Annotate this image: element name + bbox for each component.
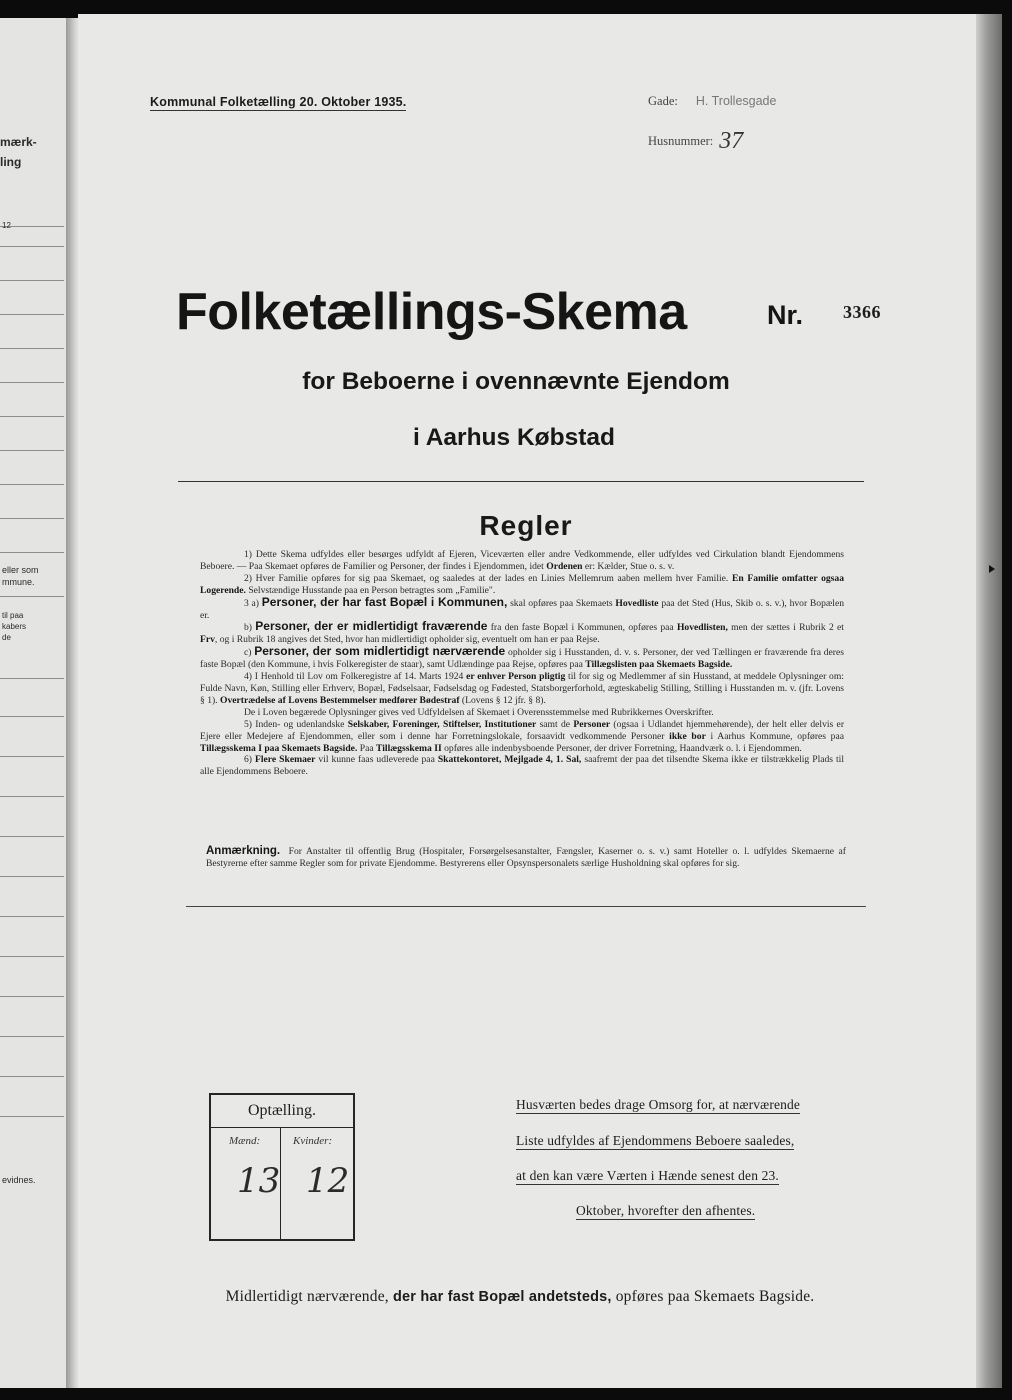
- count-box: [209, 1093, 355, 1241]
- left-rule: [0, 348, 64, 349]
- rule-3b: b) Personer, der er midlertidigt fraværende fra den faste Bopæl i Kommunen, opføres paa Hovedlisten, men der sættes i Rubrik 2 et Frv, og i Rubrik 18 angives det Sted, hvor han midlertidigt opholder sig, eventuelt om han er paa Rejse.: [200, 619, 844, 646]
- men-count: 13: [237, 1161, 281, 1201]
- left-fragment: mærk-: [0, 135, 37, 149]
- left-fragment: de: [2, 633, 11, 642]
- previous-page-strip: [0, 18, 68, 1388]
- left-rule: [0, 836, 64, 837]
- women-count: 12: [306, 1161, 350, 1201]
- left-rule: [0, 416, 64, 417]
- left-rule: [0, 1076, 64, 1077]
- left-rule: [0, 916, 64, 917]
- rule-4: 4) I Henhold til Lov om Folkeregistre af 14. Marts 1924 er enhver Person pligtig til for sig og Medlemmer af sin Husstand, at meddele Oplysninger om: Fulde Navn, Køn, Stilling eller Erhverv, Bopæl, Fødselsaar, Fødselsdag og Fødested, Statsborgerforhold, ægteskabelig Stilling, Stilling i Husstanden m. v. (jfr. Lovens § 1). Overtrædelse af Lovens Bestemmelser medfører Bødestraf (Lovens § 12 jfr. § 8).: [200, 671, 844, 706]
- form-number: 3366: [843, 302, 881, 322]
- left-rule: [0, 484, 64, 485]
- instruction-line: Oktober, hvorefter den afhentes.: [576, 1203, 756, 1218]
- form-subtitle: for Beboerne i ovennævnte Ejendom: [302, 368, 730, 395]
- census-label: Kommunal Folketælling 20. Oktober 1935.: [150, 95, 407, 109]
- page-edge: [976, 14, 1002, 1388]
- left-rule: [0, 716, 64, 717]
- remark: [206, 845, 846, 870]
- divider: [178, 481, 864, 482]
- street-row: [648, 94, 776, 109]
- instruction-line: Husværten bedes drage Omsorg for, at nærværende: [516, 1097, 801, 1112]
- left-rule: [0, 756, 64, 757]
- left-fragment: evidnes.: [2, 1175, 36, 1185]
- house-number-label: Husnummer:: [648, 134, 714, 148]
- left-rule: [0, 552, 64, 553]
- left-rule: [0, 678, 64, 679]
- left-rule: [0, 596, 64, 597]
- house-number-value: 37: [719, 128, 744, 154]
- left-fragment: ling: [0, 155, 22, 169]
- street-value: H. Trollesgade: [695, 94, 777, 108]
- instruction-line: Liste udfyldes af Ejendommens Beboere saaledes,: [516, 1133, 795, 1148]
- left-fragment: eller som: [2, 565, 39, 575]
- rule-1: 1) Dette Skema udfyldes eller besørges udfyldt af Ejeren, Viceværten eller andre Vedkommende, eller udfyldes ved Cirkulation blandt Ejendommens Beboere. — Paa Skemaet opføres de Familier og Personer, der findes i Ejendommen, idet Ordenen er: Kælder, Stue o. s. v.: [200, 549, 844, 572]
- street-label: Gade:: [648, 94, 678, 108]
- rules-text: [200, 549, 844, 778]
- women-label: Kvinder:: [293, 1135, 333, 1147]
- rule-3c: c) Personer, der som midlertidigt nærværende opholder sig i Husstanden, d. v. s. Personer, der ved Tællingen er fraværende fra deres faste Bopæl (den Kommune, i hvis Folkeregister de staar), samt Udlændinge paa Rejse, opføres paa Tillægslisten paa Skemaets Bagside.: [200, 644, 844, 671]
- left-rule: [0, 246, 64, 247]
- remark-text: For Anstalter til offentlig Brug (Hospitaler, Forsørgelsesanstalter, Fængsler, Kaserner o. s. v.) samt Hoteller o. l. udfyldes Skemaerne af Bestyrerne efter samme Regler som for private Ejendomme. Bestyrerens eller Opsynspersonalets særlige Husholdning skal opføres for sig.: [206, 846, 846, 869]
- divider: [186, 906, 866, 907]
- rule-5: 5) Inden- og udenlandske Selskaber, Foreninger, Stiftelser, Institutioner samt de Personer (ogsaa i Udlandet hjemmehørende), der helt eller delvis er Ejere eller Medejere af Ejendommen, eller som i denne har Forretningslokale, forsaavidt vedkommende Personer ikke bor i Aarhus Kommune, opføres paa Tillægsskema I paa Skemaets Bagside. Paa Tillægsskema II opføres alle indenbysboende Personer, der driver Forretning, Haandværk o. l. i Ejendommen.: [200, 718, 845, 754]
- left-rule: [0, 876, 64, 877]
- left-rule: [0, 1116, 64, 1117]
- rule-2: 2) Hver Familie opføres for sig paa Skemaet, og saaledes at der lades en Linies Mellemrum aaben mellem hver Familie. En Familie omfatter ogsaa Logerende. Selvstændige Husstande paa en Person betragtes som „Familie".: [200, 572, 844, 596]
- left-rule: [0, 1036, 64, 1037]
- instruction-line: at den kan være Værten i Hænde senest den 23.: [516, 1168, 779, 1183]
- form-municipality: i Aarhus Købstad: [413, 424, 615, 451]
- left-fragment: til paa: [2, 611, 24, 620]
- left-fragment: mmune.: [2, 577, 35, 587]
- left-fragment: kabers: [2, 622, 27, 631]
- rule-4b: De i Loven begærede Oplysninger gives ved Udfyldelsen af Skemaet i Overensstemmelse med Rubrikkernes Overskrifter.: [244, 706, 714, 718]
- rules-heading: Regler: [479, 510, 573, 541]
- rule-6: 6) Flere Skemaer vil kunne faas udleverede paa Skattekontoret, Mejlgade 4, 1. Sal, saafremt der paa det tilsendte Skema ikke er tilstrækkelig Plads til alle Ejendommens Beboere.: [200, 754, 845, 778]
- left-rule: [0, 996, 64, 997]
- left-rule: [0, 796, 64, 797]
- left-fragment: 12: [2, 221, 11, 230]
- men-label: Mænd:: [229, 1135, 261, 1147]
- count-title: Optælling.: [211, 1095, 353, 1128]
- form-number-label: Nr.: [767, 300, 804, 330]
- left-rule: [0, 280, 64, 281]
- house-number-row: [648, 128, 743, 155]
- margin-arrow-icon: [989, 565, 995, 573]
- rule-3a: 3 a) Personer, der har fast Bopæl i Kommunen, skal opføres paa Skemaets Hovedliste paa det Sted (Hus, Skib o. s. v.), hvor Bopælen er.: [200, 594, 845, 621]
- left-rule: [0, 314, 64, 315]
- remark-label: Anmærkning.: [206, 845, 281, 857]
- form-title: Folketællings-Skema: [176, 283, 687, 341]
- left-rule: [0, 956, 64, 957]
- footer-note: Midlertidigt nærværende, der har fast Bopæl andetsteds, opføres paa Skemaets Bagside.: [225, 1288, 815, 1305]
